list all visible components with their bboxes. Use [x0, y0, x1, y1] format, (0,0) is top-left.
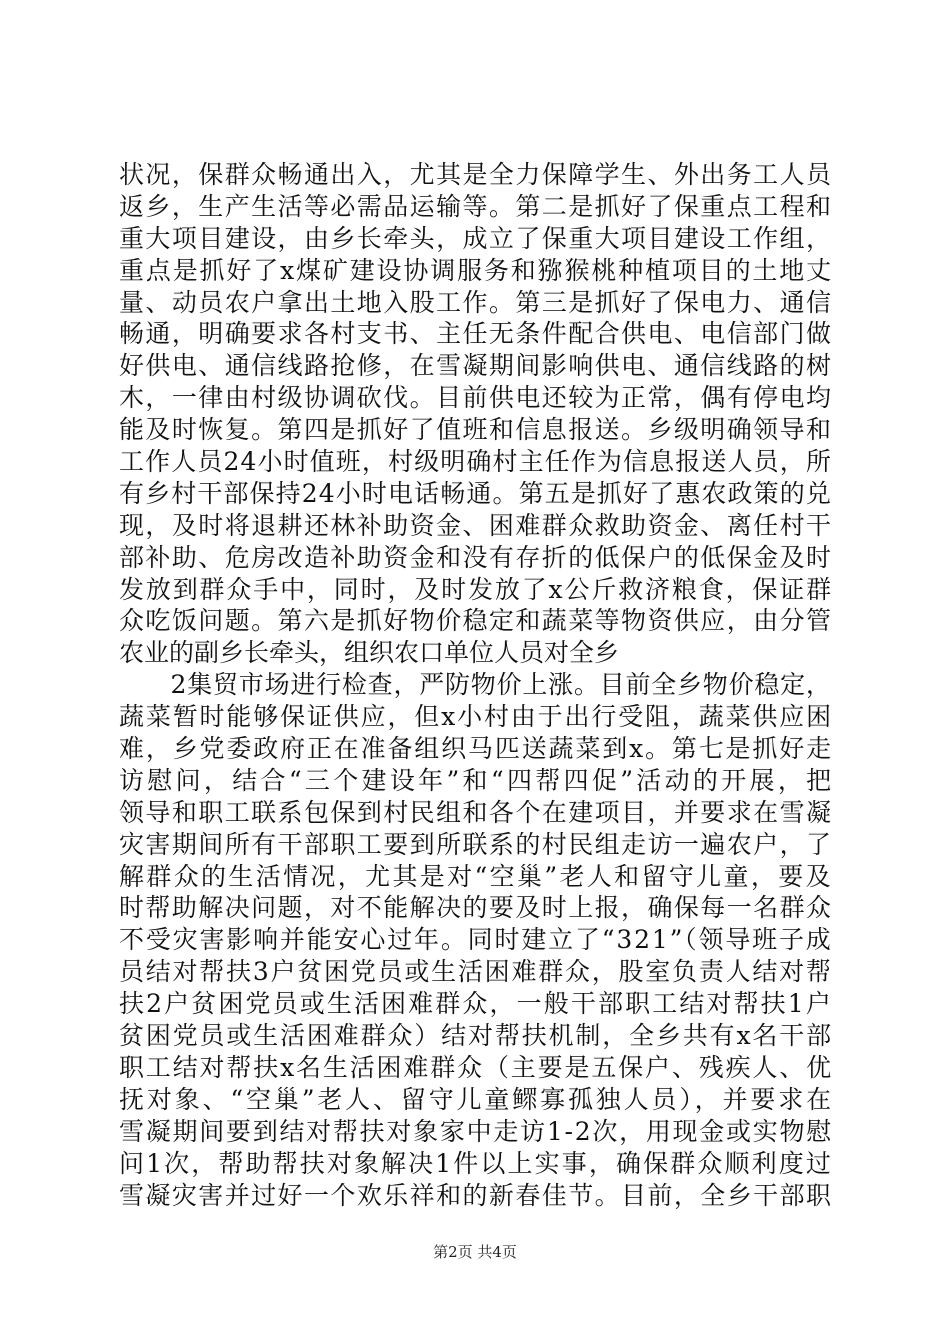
text-line: 重大项目建设，由乡长牵头，成立了保重大项目建设工作组，	[119, 223, 833, 253]
text-line: 部补助、危房改造补助资金和没有存折的低保户的低保金及时	[119, 542, 833, 572]
text-line: 重点是抓好了x煤矿建设协调服务和猕猴桃种植项目的土地丈	[119, 255, 833, 285]
text-line: 农业的副乡长牵头，组织农口单位人员对全乡	[119, 638, 620, 668]
page-footer: 第2页 共4页	[433, 1243, 517, 1261]
text-line: 木，一律由村级协调砍伐。目前供电还较为正常，偶有停电均	[119, 383, 833, 413]
text-line: 发放到群众手中，同时，及时发放了x公斤救济粮食，保证群	[119, 574, 833, 604]
text-line: 不受灾害影响并能安心过年。同时建立了“321”（领导班子成	[119, 925, 833, 955]
text-line: 量、动员农户拿出土地入股工作。第三是抓好了保电力、通信	[119, 287, 833, 317]
text-line: 好供电、通信线路抢修，在雪凝期间影响供电、通信线路的树	[119, 351, 833, 381]
text-line: 难，乡党委政府正在准备组织马匹送蔬菜到x。第七是抓好走	[119, 734, 833, 764]
text-line: 领导和职工联系包保到村民组和各个在建项目，并要求在雪凝	[119, 797, 833, 827]
text-line: 解群众的生活情况，尤其是对“空巢”老人和留守儿童，要及	[119, 861, 833, 891]
text-line: 贫困党员或生活困难群众）结对帮扶机制，全乡共有x名干部	[119, 1021, 833, 1051]
text-line: 员结对帮扶3户贫困党员或生活困难群众，股室负责人结对帮	[119, 957, 833, 987]
text-line: 现，及时将退耕还林补助资金、困难群众救助资金、离任村干	[119, 510, 833, 540]
text-line: 返乡，生产生活等必需品运输等。第二是抓好了保重点工程和	[119, 191, 833, 221]
text-line: 时帮助解决问题，对不能解决的要及时上报，确保每一名群众	[119, 893, 833, 923]
text-line: 抚对象、“空巢”老人、留守儿童鳏寡孤独人员），并要求在	[119, 1084, 834, 1114]
text-line: 蔬菜暂时能够保证供应，但x小村由于出行受阻，蔬菜供应困	[119, 702, 833, 732]
text-line: 雪凝期间要到结对帮扶对象家中走访1-2次，用现金或实物慰	[119, 1116, 834, 1146]
text-line: 畅通，明确要求各村支书、主任无条件配合供电、电信部门做	[119, 319, 833, 349]
text-line: 雪凝灾害并过好一个欢乐祥和的新春佳节。目前，全乡干部职	[119, 1180, 833, 1210]
text-line: 众吃饭问题。第六是抓好物价稳定和蔬菜等物资供应，由分管	[119, 606, 833, 636]
body-text	[119, 159, 835, 1211]
text-line: 扶2户贫困党员或生活困难群众，一般干部职工结对帮扶1户	[119, 989, 833, 1019]
text-line: 工作人员24小时值班，村级明确村主任作为信息报送人员，所	[119, 447, 832, 477]
text-line: 能及时恢复。第四是抓好了值班和信息报送。乡级明确领导和	[119, 415, 833, 445]
text-line: 有乡村干部保持24小时电话畅通。第五是抓好了惠农政策的兑	[119, 478, 832, 508]
text-line: 灾害期间所有干部职工要到所联系的村民组走访一遍农户，了	[119, 829, 833, 859]
text-line: 状况，保群众畅通出入，尤其是全力保障学生、外出务工人员	[119, 160, 833, 189]
text-line: 2集贸市场进行检查，严防物价上涨。目前全乡物价稳定，	[119, 670, 832, 700]
text-line: 问1次，帮助帮扶对象解决1件以上实事，确保群众顺利度过	[119, 1148, 833, 1178]
text-line: 职工结对帮扶x名生活困难群众（主要是五保户、残疾人、优	[119, 1052, 833, 1082]
text-line: 访慰问，结合“三个建设年”和“四帮四促”活动的开展，把	[119, 765, 835, 795]
